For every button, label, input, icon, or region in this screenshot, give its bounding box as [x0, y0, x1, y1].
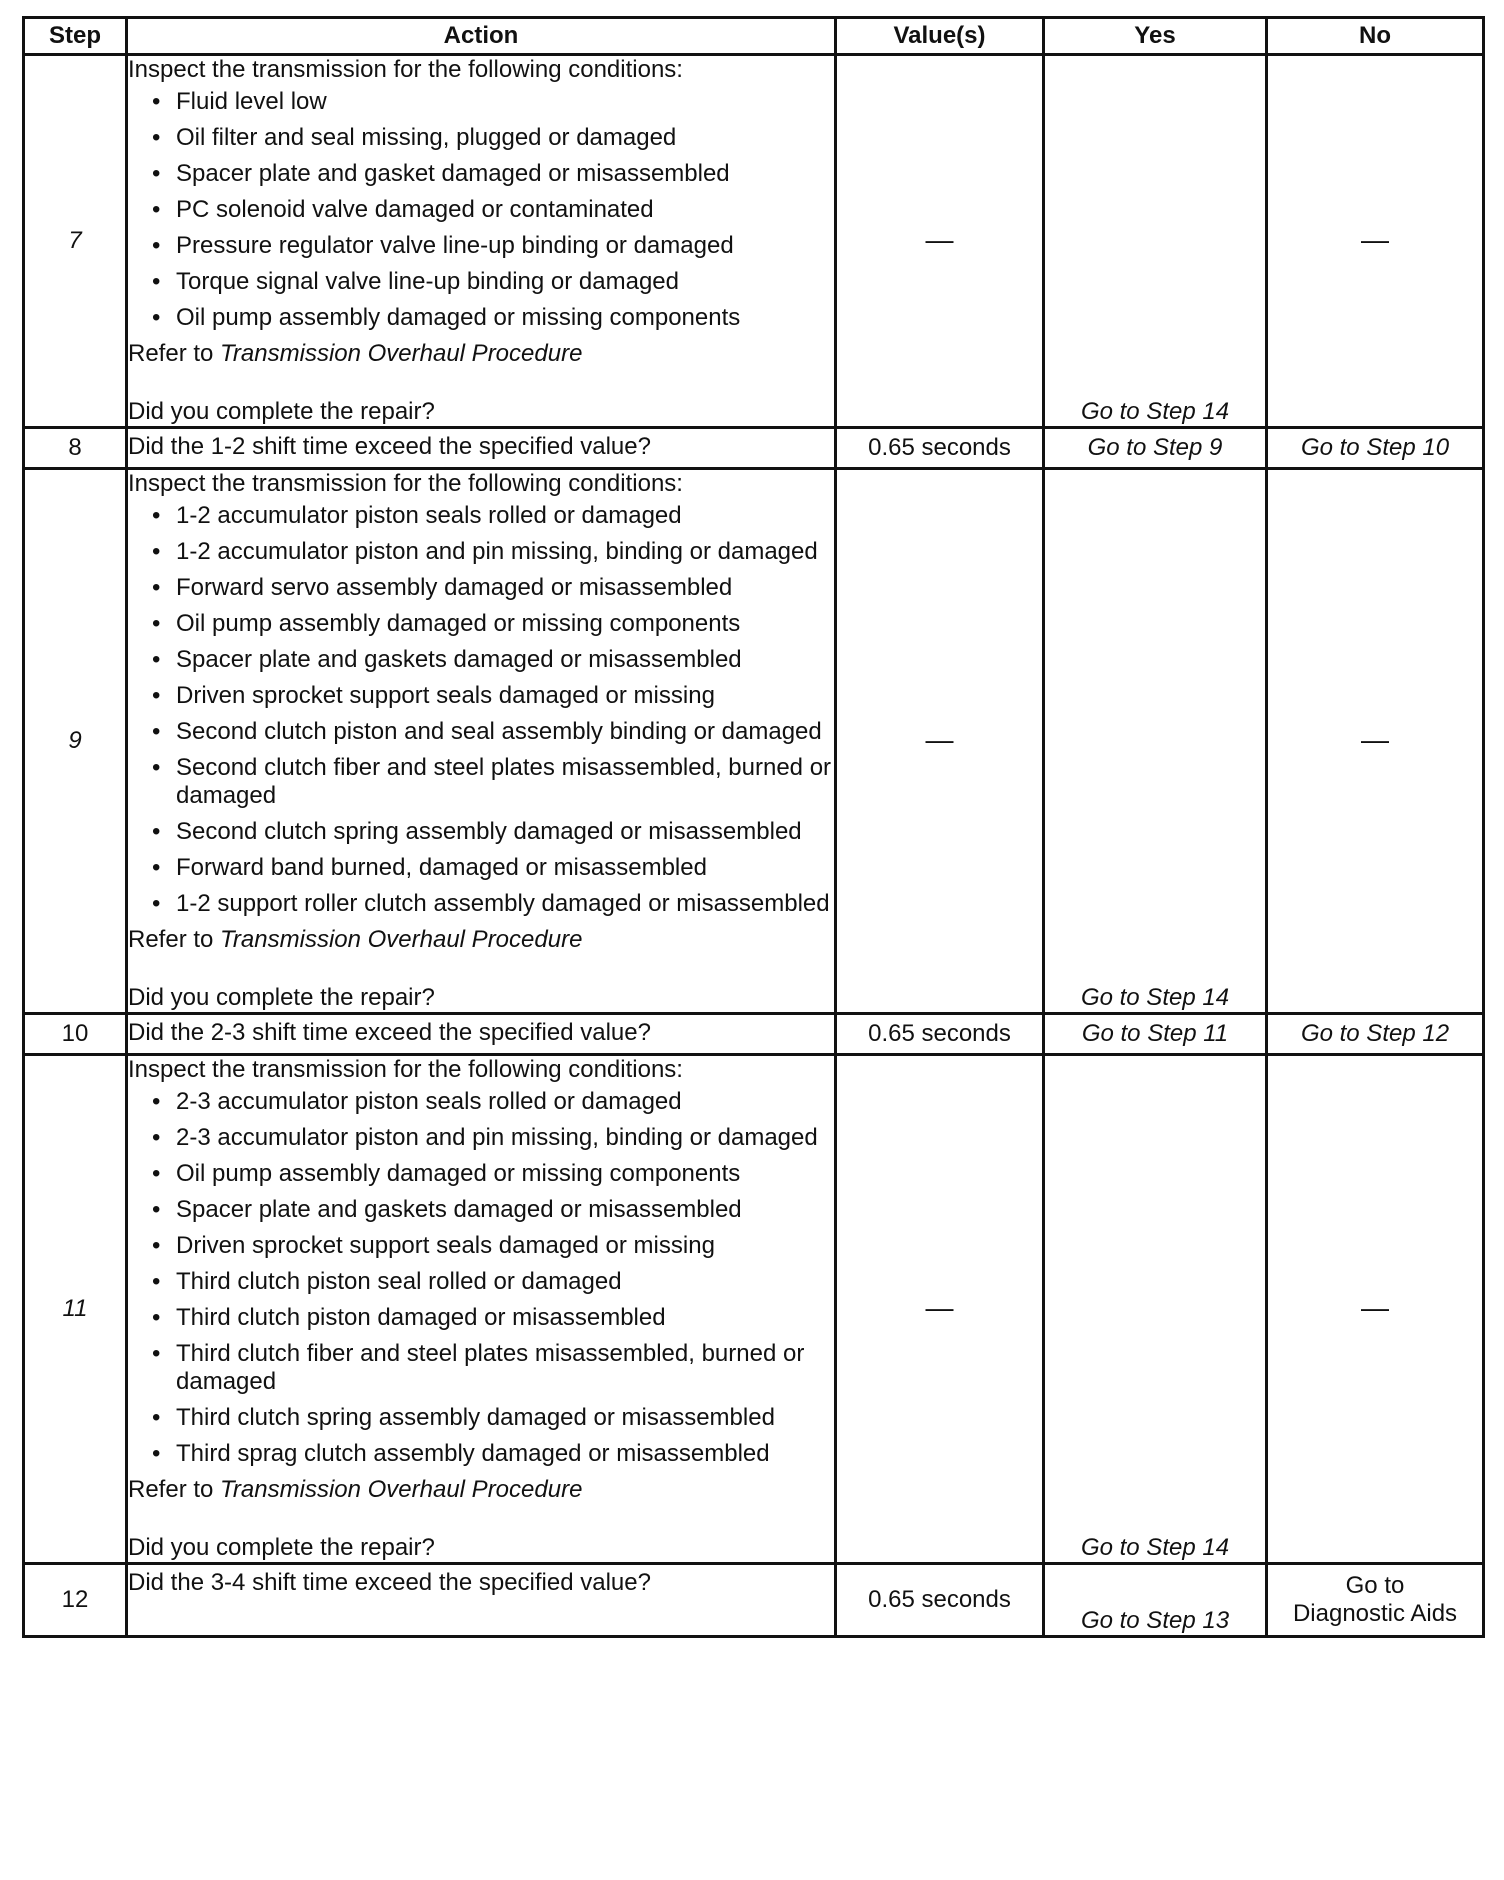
- no-cell: [1267, 469, 1484, 1014]
- condition-item: • 1-2 accumulator piston and pin missing, binding or damaged: [128, 538, 834, 566]
- header-yes: Yes: [1044, 18, 1267, 55]
- action-cell: [127, 55, 836, 428]
- condition-item: • Third clutch piston damaged or misassembled: [128, 1304, 834, 1332]
- condition-item: • Torque signal valve line-up binding or damaged: [128, 268, 834, 296]
- condition-item: • Oil filter and seal missing, plugged or damaged: [128, 124, 834, 152]
- action-intro: Inspect the transmission for the following conditions:: [128, 1056, 683, 1083]
- header-no: No: [1267, 18, 1484, 55]
- condition-item: • Spacer plate and gaskets damaged or misassembled: [128, 1196, 834, 1224]
- action-cell: [127, 1014, 836, 1055]
- yes-cell: Go to Step 14: [1044, 469, 1267, 1014]
- condition-list: [128, 88, 834, 332]
- action-question: Did the 1-2 shift time exceed the specified value?: [128, 433, 651, 460]
- refer-line: [128, 926, 834, 954]
- no-cell: [1267, 1055, 1484, 1564]
- refer-prefix: Refer to: [128, 1476, 214, 1503]
- action-cell: [127, 428, 836, 469]
- refer-prefix: Refer to: [128, 340, 214, 367]
- condition-item: • Spacer plate and gasket damaged or misassembled: [128, 160, 834, 188]
- value-dash: —: [925, 224, 954, 255]
- refer-prefix: Refer to: [128, 926, 214, 953]
- value-cell: 0.65 seconds: [836, 1564, 1044, 1637]
- yes-cell: Go to Step 14: [1044, 1055, 1267, 1564]
- table-header-row: [24, 18, 1484, 55]
- value-cell: 0.65 seconds: [836, 1014, 1044, 1055]
- refer-line: [128, 1476, 834, 1504]
- no-cell: Go to Step 10: [1267, 428, 1484, 469]
- value-cell: [836, 1055, 1044, 1564]
- yes-cell: Go to Step 11: [1044, 1014, 1267, 1055]
- condition-item: • Fluid level low: [128, 88, 834, 116]
- action-intro: Inspect the transmission for the following conditions:: [128, 470, 683, 497]
- yes-cell: Go to Step 14: [1044, 55, 1267, 428]
- header-values: Value(s): [836, 18, 1044, 55]
- table-row-step-12: [24, 1564, 1484, 1637]
- condition-item: • 2-3 accumulator piston and pin missing, binding or damaged: [128, 1124, 834, 1152]
- condition-item: • Second clutch piston and seal assembly binding or damaged: [128, 718, 834, 746]
- condition-item: • Driven sprocket support seals damaged or missing: [128, 1232, 834, 1260]
- action-question: Did you complete the repair?: [128, 398, 435, 425]
- action-cell: [127, 469, 836, 1014]
- condition-item: • Third sprag clutch assembly damaged or misassembled: [128, 1440, 834, 1468]
- header-step: Step: [24, 18, 127, 55]
- table-row-step-11: [24, 1055, 1484, 1564]
- step-number: 10: [24, 1014, 127, 1055]
- refer-line: [128, 340, 834, 368]
- condition-item: • Third clutch fiber and steel plates misassembled, burned or damaged: [128, 1340, 834, 1396]
- step-number: 9: [24, 469, 127, 1014]
- action-question: Did you complete the repair?: [128, 1534, 435, 1561]
- yes-cell: Go to Step 13: [1044, 1564, 1267, 1637]
- value-dash: —: [925, 724, 954, 755]
- condition-item: • Oil pump assembly damaged or missing components: [128, 610, 834, 638]
- condition-item: • Third clutch piston seal rolled or damaged: [128, 1268, 834, 1296]
- condition-item: • Forward band burned, damaged or misassembled: [128, 854, 834, 882]
- step-number: 11: [24, 1055, 127, 1564]
- step-number: 7: [24, 55, 127, 428]
- value-cell: [836, 469, 1044, 1014]
- condition-item: • Spacer plate and gaskets damaged or misassembled: [128, 646, 834, 674]
- refer-procedure: Transmission Overhaul Procedure: [220, 926, 583, 953]
- condition-list: [128, 1088, 834, 1468]
- action-cell: [127, 1055, 836, 1564]
- action-question: Did the 2-3 shift time exceed the specified value?: [128, 1019, 651, 1046]
- value-cell: [836, 55, 1044, 428]
- refer-procedure: Transmission Overhaul Procedure: [220, 340, 583, 367]
- no-line-2: Diagnostic Aids: [1292, 1600, 1458, 1627]
- condition-item: • Second clutch fiber and steel plates misassembled, burned or damaged: [128, 754, 834, 810]
- condition-item: • PC solenoid valve damaged or contaminated: [128, 196, 834, 224]
- table-row-step-9: [24, 469, 1484, 1014]
- action-intro: Inspect the transmission for the following conditions:: [128, 56, 683, 83]
- action-question: Did you complete the repair?: [128, 984, 435, 1011]
- condition-item: • 1-2 support roller clutch assembly damaged or misassembled: [128, 890, 834, 918]
- no-line-1: Go to: [1345, 1572, 1405, 1599]
- condition-list: [128, 502, 834, 918]
- diagnostic-table-sheet: [22, 16, 1482, 1638]
- no-dash: —: [1361, 724, 1389, 755]
- action-question: Did the 3-4 shift time exceed the specified value?: [128, 1569, 651, 1596]
- refer-procedure: Transmission Overhaul Procedure: [220, 1476, 583, 1503]
- diagnostic-table: [22, 16, 1485, 1638]
- no-cell: Go to Step 12: [1267, 1014, 1484, 1055]
- no-dash: —: [1361, 1292, 1389, 1323]
- value-dash: —: [925, 1292, 954, 1323]
- condition-item: • 1-2 accumulator piston seals rolled or damaged: [128, 502, 834, 530]
- no-cell: [1267, 55, 1484, 428]
- step-number: 8: [24, 428, 127, 469]
- condition-item: • Second clutch spring assembly damaged or misassembled: [128, 818, 834, 846]
- table-row-step-7: [24, 55, 1484, 428]
- condition-item: • Third clutch spring assembly damaged or misassembled: [128, 1404, 834, 1432]
- condition-item: • Oil pump assembly damaged or missing components: [128, 304, 834, 332]
- condition-item: • Pressure regulator valve line-up binding or damaged: [128, 232, 834, 260]
- value-cell: 0.65 seconds: [836, 428, 1044, 469]
- table-row-step-8: [24, 428, 1484, 469]
- action-cell: [127, 1564, 836, 1637]
- condition-item: • Forward servo assembly damaged or misassembled: [128, 574, 834, 602]
- condition-item: • Oil pump assembly damaged or missing components: [128, 1160, 834, 1188]
- condition-item: • Driven sprocket support seals damaged or missing: [128, 682, 834, 710]
- no-dash: —: [1361, 224, 1389, 255]
- step-number: 12: [24, 1564, 127, 1637]
- no-cell: [1267, 1564, 1484, 1637]
- condition-item: • 2-3 accumulator piston seals rolled or damaged: [128, 1088, 834, 1116]
- yes-cell: Go to Step 9: [1044, 428, 1267, 469]
- table-row-step-10: [24, 1014, 1484, 1055]
- header-action: Action: [127, 18, 836, 55]
